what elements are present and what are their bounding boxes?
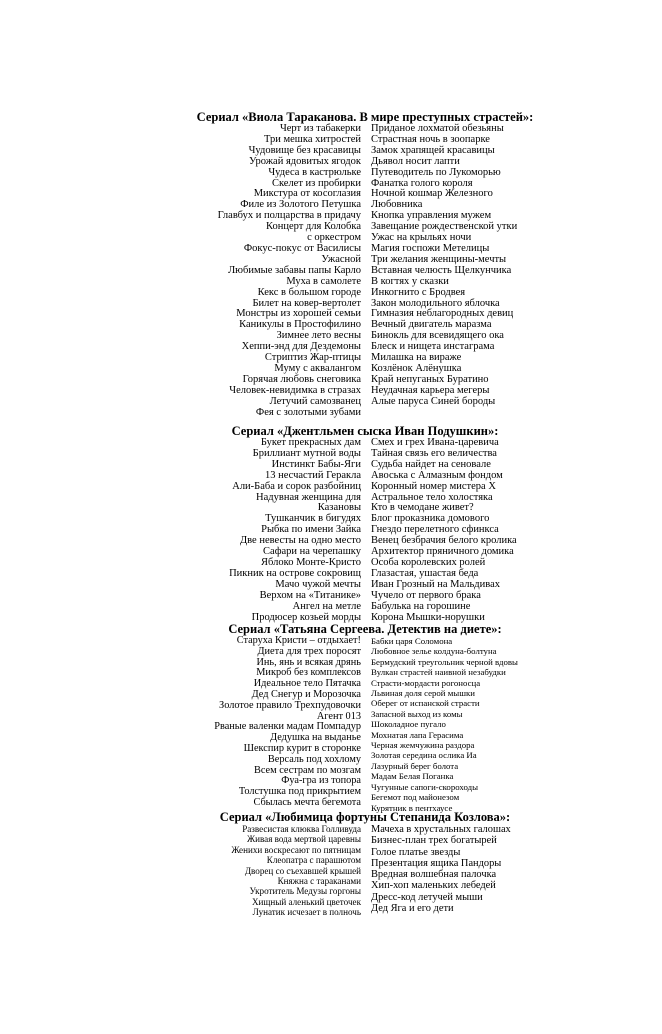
book-title: Сафари на черепашку [263,546,361,558]
right-column [361,124,517,418]
book-title: Монстры из хорошей семьи [236,308,361,320]
book-title: Бабулька на горошине [371,600,471,612]
book-title: Мадам Белая Поганка [371,771,454,782]
book-title: Бабки царя Соломона [371,636,453,646]
book-title: Концерт для Колобка [265,221,361,233]
book-title: Зимнее лето весны [276,330,361,342]
book-title: Золотое правило Трехпудовочки [219,699,361,711]
book-title: Хип-хоп маленьких лебедей [371,880,496,892]
series-title: Сериал «Татьяна Сергеева. Детектив на диете»: [228,622,502,636]
book-title: Дед Яга и его дети [371,903,454,915]
book-title: Муму с аквалангом [274,362,361,374]
book-title: Бизнес-план трех богатырей [371,835,497,847]
book-title: Дед Снегур и Морозочка [251,688,361,700]
book-title: Всем сестрам по мозгам [253,764,361,776]
book-title: Авоська с Алмазным фондом [371,469,503,481]
book-title: Княжна с тараканами [277,876,361,887]
book-title: Али-Баба и сорок разбойниц [232,480,361,492]
book-title: Бермудский треугольник черной вдовы [371,656,518,667]
book-title: Хищный аленький цветочек [251,896,361,907]
book-title: Укротитель Медузы горгоны [249,886,361,897]
book-title: Золотая середина ослика Иа [371,750,477,761]
book-title: Главбух и полцарства в придачу [217,210,361,222]
book-title: Бриллиант мутной воды [252,447,361,459]
book-title: Толстушка под прикрытием [238,786,361,798]
book-title: Страсти-мордасти рогоносца [371,677,481,688]
book-title: Муха в самолете [286,275,361,287]
book-title: Кнопка управления мужем [371,210,492,222]
book-title: Дворец со съехавшей крышей [244,865,361,876]
book-title: Вредная волшебная палочка [371,869,497,881]
book-title: Вставная челюсть Щелкунчика [371,264,512,276]
book-title: Чучело от первого брака [371,589,481,601]
series-section-tatiana-sergeeva [175,622,555,813]
left-column [175,636,361,813]
book-title: Приданое лохматой обезьяны [371,123,504,134]
book-title: Иван Грозный на Мальдивах [371,578,500,590]
book-title: Казановы [317,502,361,514]
book-title: Фуа-гра из топора [281,775,361,787]
book-title: Мохнатая лапа Герасима [371,729,464,740]
book-title: Микроб без комплексов [256,667,361,679]
book-title: Вечный двигатель маразма [371,319,492,331]
book-title: Инкогнито с Бродвея [371,286,466,298]
book-title: Магия госпожи Метелицы [371,242,490,254]
book-title: Фанатка голого короля [371,177,473,189]
book-title: Яблоко Монте-Кристо [261,556,361,568]
book-title: Рваные валенки мадам Помпадур [214,721,361,733]
book-title: Рыбка по имени Зайка [261,524,361,536]
book-title: Неудачная карьера мегеры [371,384,490,396]
title-columns [175,124,555,418]
title-columns [175,636,555,813]
series-title: Сериал «Виола Тараканова. В мире преступных страстей»: [196,110,534,124]
book-title: Чугунные сапоги-скороходы [371,781,479,792]
book-title: Мачеха в хрустальных галошах [371,824,511,835]
book-title: Гимназия неблагородных девиц [371,308,514,320]
book-title: Ужас на крыльях ночи [371,232,472,244]
book-title: с оркестром [307,232,361,244]
book-title: Алые паруса Синей бороды [371,395,496,407]
book-title: Хеппи-энд для Дездемоны [241,341,361,353]
book-title: Коронный номер мистера Х [371,480,496,492]
book-title: В когтях у сказки [371,275,449,287]
book-title: Агент 013 [316,710,361,722]
book-title: 13 несчастий Геракла [264,469,361,481]
book-title: Урожай ядовитых ягодок [249,155,361,167]
book-title: Две невесты на одно место [240,535,361,547]
book-title: Завещание рождественской утки [371,221,518,233]
book-title: Страстная ночь в зоопарке [371,133,490,145]
book-title: Любовника [371,199,423,211]
book-title: Скелет из пробирки [271,177,361,189]
book-title: Идеальное тело Пятачка [253,678,361,690]
book-title: Букет прекрасных дам [260,437,361,448]
book-title: Блеск и нищета инстаграма [371,341,495,353]
book-title: Тушканчик в бигудях [265,513,361,525]
book-title: Голое платье звезды [371,846,461,858]
book-title: Микстура от косоглазия [253,188,361,200]
series-title: Сериал «Любимица фортуны Степанида Козлова»: [219,810,511,824]
book-title: Ночной кошмар Железного [371,188,493,200]
book-title: Филе из Золотого Петушка [240,199,361,211]
book-title: Корона Мышки-норушки [371,611,485,623]
book-title: Живая вода мертвой царевны [246,834,361,845]
book-title: Лунатик исчезает в полночь [252,907,361,918]
book-title: Три желания женщины-мечты [371,253,507,265]
book-title: Шекспир курит в сторонке [243,742,361,754]
left-column [175,124,361,418]
book-title: Бинокль для всевидящего ока [371,330,504,342]
left-column [175,438,361,623]
book-title: Архитектор пряничного домика [371,546,514,558]
book-title: Милашка на вираже [371,352,462,364]
book-title: Инь, янь и всякая дрянь [256,656,361,668]
left-column [175,824,361,918]
book-title: Надувная женщина для [256,491,361,503]
book-title: Тайная связь его величества [371,447,497,459]
book-title: Шоколадное пугало [371,719,446,730]
book-title: Версаль под хохлому [267,753,361,765]
book-title: Клеопатра с парашютом [266,855,361,866]
book-title: Человек-невидимка в стразах [229,384,361,396]
book-title: Дедушка на выданье [270,732,361,744]
book-title: Курятник в пентхаусе [371,802,453,813]
book-title: Три мешка хитростей [263,133,361,145]
book-title: Любимые забавы папы Карло [228,264,361,276]
title-columns [175,824,555,918]
book-title: Венец безбрачия белого кролика [371,535,517,547]
book-title: Пикник на острове сокровищ [229,567,361,579]
book-title: Презентация ящика Пандоры [371,857,502,869]
book-title: Билет на ковер-вертолет [252,297,361,309]
book-title: Кто в чемодане живет? [371,502,474,514]
book-title: Сбылась мечта бегемота [253,796,361,808]
title-columns [175,438,555,623]
right-column [361,438,517,623]
book-title: Козлёнок Алёнушка [371,362,462,374]
book-title: Мачо чужой мечты [275,578,361,590]
book-title: Гнездо перелетного сфинкса [371,524,499,536]
series-title: Сериал «Джентльмен сыска Иван Подушкин»: [231,424,499,438]
book-title: Любовное зелье колдуна-болтуна [371,646,497,657]
book-title: Судьба найдет на сеновале [371,458,491,470]
series-section-stepanida-kozlova [175,810,555,918]
book-title: Путеводитель по Лукоморью [371,166,501,178]
right-column [361,824,511,918]
book-title: Край непуганых Буратино [371,373,489,385]
book-title: Дресс-код летучей мыши [371,891,483,903]
book-title: Оберег от испанской страсти [371,698,480,709]
book-title: Развесистая клюква Голливуда [242,824,361,834]
book-title: Львиная доля серой мышки [371,688,475,699]
book-title: Ангел на метле [292,600,361,612]
book-title: Чудовище без красавицы [248,144,361,156]
book-title: Инстинкт Бабы-Яги [271,458,361,470]
right-column [361,636,518,813]
book-title: Запасной выход из комы [371,708,463,719]
book-title: Замок храпящей красавицы [371,144,495,156]
book-title: Продюсер козьей морды [251,611,361,623]
book-title: Верхом на «Титанике» [259,589,361,601]
book-title: Фея с золотыми зубами [255,406,361,418]
book-title: Смех и грех Ивана-царевича [371,437,499,448]
book-title: Бегемот под майонезом [371,792,460,803]
book-title: Диета для трех поросят [257,645,361,657]
book-title: Старуха Кристи – отдыхает! [236,635,361,646]
book-title: Чудеса в кастрюльке [268,166,361,178]
series-section-viola-tarakanova [175,110,555,418]
book-title: Астральное тело холостяка [371,491,493,503]
book-title: Особа королевских ролей [371,556,486,568]
book-title: Черт из табакерки [279,123,361,134]
book-title: Лазурный берег болота [371,760,459,771]
book-title: Летучий самозванец [269,395,361,407]
book-title: Каникулы в Простофилино [239,319,361,331]
book-title: Блог проказника домового [371,513,490,525]
book-title: Женихи воскресают по пятницам [231,844,361,855]
book-title: Кекс в большом городе [257,286,361,298]
book-title: Черная жемчужина раздора [371,740,475,751]
book-title: Дьявол носит лапти [371,155,460,167]
book-title: Горячая любовь снеговика [242,373,361,385]
book-title: Вулкан страстей наивной незабудки [371,667,506,678]
book-title: Закон молодильного яблочка [371,297,500,309]
book-title: Ужасной [321,253,361,265]
series-section-ivan-podushkin [175,424,555,623]
book-title: Глазастая, ушастая беда [371,567,479,579]
book-title: Стриптиз Жар-птицы [264,352,361,364]
book-title: Фокус-покус от Василисы [243,242,361,254]
